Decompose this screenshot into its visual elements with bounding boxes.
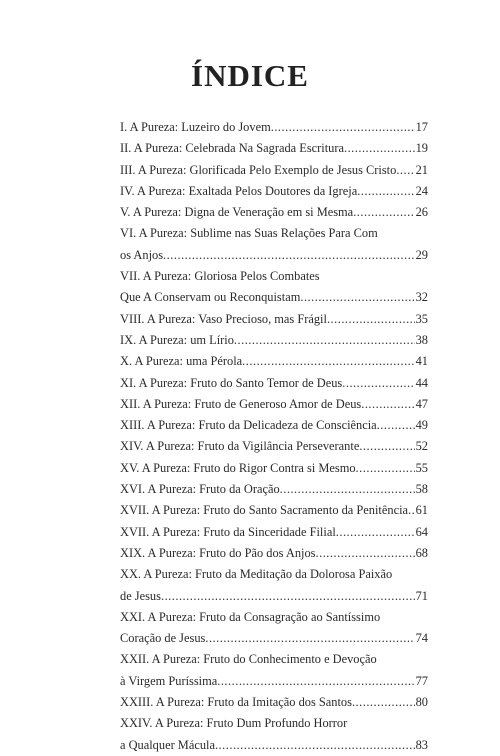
toc-entry-title: à Virgem Puríssima <box>120 673 218 688</box>
toc-entry <box>120 436 428 457</box>
toc-page-number: 35 <box>415 311 428 326</box>
toc-entry-title: XVI. A Pureza: Fruto da Oração <box>120 482 280 497</box>
toc-entry-line <box>120 351 428 372</box>
dot-leader <box>327 309 415 330</box>
toc-page-number: 41 <box>415 354 428 369</box>
toc-entry <box>120 181 428 202</box>
toc-entry-line <box>120 330 428 351</box>
toc-entry-line <box>120 436 428 457</box>
toc-entry-line <box>120 373 428 394</box>
toc-page-number: 24 <box>415 183 428 198</box>
toc-entry-title: os Anjos <box>120 247 164 262</box>
dot-leader <box>344 138 415 159</box>
toc-entry-line <box>120 415 428 436</box>
dot-leader <box>300 287 414 308</box>
toc-entry-line <box>120 479 428 500</box>
dot-leader <box>242 351 414 372</box>
dot-leader <box>161 586 415 607</box>
toc-entry-line <box>120 117 428 138</box>
toc-entry-title: XXIII. A Pureza: Fruto da Imitação dos Santos <box>120 695 352 710</box>
toc-entry <box>120 373 428 394</box>
toc-entry-title: Coração de Jesus <box>120 631 206 646</box>
dot-leader <box>357 181 414 202</box>
toc-entry-title: I. A Pureza: Luzeiro do Jovem <box>120 120 271 134</box>
toc-page-number: 83 <box>415 737 428 752</box>
dot-leader <box>353 202 414 223</box>
toc-page-number: 55 <box>415 460 428 475</box>
toc-entry <box>120 266 428 309</box>
toc-entry-line <box>120 138 428 159</box>
toc-page-number: 17 <box>415 120 428 134</box>
toc-entry <box>120 458 428 479</box>
toc-entry <box>120 138 428 159</box>
toc-entry <box>120 479 428 500</box>
toc-page-number: 32 <box>415 290 428 305</box>
dot-leader <box>377 415 415 436</box>
toc-entry-title: X. A Pureza: uma Pérola <box>120 354 243 369</box>
toc-entry-title: XIX. A Pureza: Fruto do Pão dos Anjos <box>120 545 316 560</box>
dot-leader <box>336 522 415 543</box>
toc-entry-title: XIII. A Pureza: Fruto da Delicadeza de Consciência <box>120 418 377 433</box>
toc-page-number: 68 <box>415 545 428 560</box>
toc-page-number: 29 <box>415 247 428 262</box>
dot-leader <box>316 543 415 564</box>
toc-entry-title: XIV. A Pureza: Fruto da Vigilância Perseverante <box>120 439 360 454</box>
dot-leader <box>342 373 414 394</box>
toc-entry-line <box>120 202 428 223</box>
dot-leader <box>408 500 415 521</box>
toc-entry-title: VI. A Pureza: Sublime nas Suas Relações Para Com <box>120 226 378 241</box>
toc-entry <box>120 415 428 436</box>
toc-entry-title: XX. A Pureza: Fruto da Meditação da Dolorosa Paixão <box>120 567 393 582</box>
toc-page-number: 80 <box>415 695 428 710</box>
toc-entry-line <box>120 287 428 308</box>
toc-entry-title: VIII. A Pureza: Vaso Precioso, mas Frágil <box>120 311 327 326</box>
dot-leader <box>352 692 415 713</box>
dot-leader <box>271 117 415 138</box>
toc-entry-line <box>120 223 428 244</box>
toc-entry <box>120 160 428 181</box>
toc-entry-title: III. A Pureza: Glorificada Pelo Exemplo de Jesus Cristo <box>120 162 397 177</box>
toc-entry-line <box>120 692 428 713</box>
toc-entry-line <box>120 522 428 543</box>
toc-entry-title: XI. A Pureza: Fruto do Santo Temor de Deus <box>120 375 343 390</box>
dot-leader <box>205 628 414 649</box>
toc-entry-title: de Jesus <box>120 588 161 603</box>
toc-entry-title: IX. A Pureza: um Lírio <box>120 332 234 347</box>
toc-entry-line <box>120 586 428 607</box>
toc-entry <box>120 117 428 138</box>
toc-entry-line <box>120 394 428 415</box>
toc-entry <box>120 543 428 564</box>
dot-leader <box>359 436 414 457</box>
toc-entry-line <box>120 649 428 670</box>
dot-leader <box>163 245 415 266</box>
toc-entry-title: XXI. A Pureza: Fruto da Consagração ao Santíssimo <box>120 609 381 624</box>
toc-entry-line <box>120 160 428 181</box>
toc-entry <box>120 522 428 543</box>
toc-entry-line <box>120 564 428 585</box>
toc-entry-line <box>120 266 428 287</box>
toc-entry-line <box>120 607 428 628</box>
toc-entry <box>120 351 428 372</box>
toc-page-number: 61 <box>415 503 428 518</box>
toc-entry <box>120 309 428 330</box>
toc-entry-line <box>120 500 428 521</box>
toc-entry-title: XII. A Pureza: Fruto de Generoso Amor de Deus <box>120 396 362 411</box>
dot-leader <box>356 458 415 479</box>
toc-page-number: 71 <box>415 588 428 603</box>
dot-leader <box>280 479 415 500</box>
toc-entry-title: V. A Pureza: Digna de Veneração em si Mesma <box>120 205 354 220</box>
toc-page-number: 49 <box>415 418 428 433</box>
toc-page-number: 26 <box>415 205 428 220</box>
toc-page-number: 52 <box>415 439 428 454</box>
toc-entry <box>120 692 428 713</box>
toc-entry-title: II. A Pureza: Celebrada Na Sagrada Escritura <box>120 141 344 156</box>
dot-leader <box>234 330 415 351</box>
toc-entry-title: a Qualquer Mácula <box>120 737 215 752</box>
toc-entry <box>120 564 428 607</box>
toc-entry <box>120 330 428 351</box>
toc-entry <box>120 394 428 415</box>
toc-entry-line <box>120 628 428 649</box>
toc-entry-line <box>120 245 428 266</box>
toc-page-number: 38 <box>415 332 428 347</box>
table-of-contents <box>120 117 428 756</box>
toc-entry-title: XV. A Pureza: Fruto do Rigor Contra si Mesmo <box>120 460 356 475</box>
toc-entry <box>120 713 428 756</box>
page-title: ÍNDICE <box>191 58 309 93</box>
toc-page-number: 21 <box>415 162 428 177</box>
toc-entry-title: XVII. A Pureza: Fruto da Sinceridade Filial <box>120 524 336 539</box>
toc-entry <box>120 500 428 521</box>
toc-page-number: 77 <box>415 673 428 688</box>
toc-entry <box>120 202 428 223</box>
toc-entry-line <box>120 671 428 692</box>
toc-entry <box>120 649 428 692</box>
toc-page-number: 64 <box>415 524 428 539</box>
toc-entry <box>120 223 428 266</box>
toc-entry-line <box>120 713 428 734</box>
toc-entry-line <box>120 543 428 564</box>
dot-leader <box>217 671 414 692</box>
toc-entry-title: XXIV. A Pureza: Fruto Dum Profundo Horror <box>120 716 348 731</box>
toc-page-number: 44 <box>415 375 428 390</box>
toc-entry-title: XXII. A Pureza: Fruto do Conhecimento e Devoção <box>120 652 377 667</box>
dot-leader <box>361 394 414 415</box>
toc-entry-line <box>120 458 428 479</box>
toc-page-number: 19 <box>415 141 428 156</box>
toc-entry <box>120 607 428 650</box>
toc-entry-line <box>120 181 428 202</box>
toc-page-number: 74 <box>415 631 428 646</box>
toc-entry-title: VII. A Pureza: Gloriosa Pelos Combates <box>120 269 320 284</box>
toc-entry-line <box>120 309 428 330</box>
toc-entry-title: IV. A Pureza: Exaltada Pelos Doutores da Igreja <box>120 183 358 198</box>
toc-entry-title: Que A Conservam ou Reconquistam <box>120 290 301 305</box>
toc-entry-title: XVII. A Pureza: Fruto do Santo Sacramento da Penitência <box>120 503 409 518</box>
dot-leader <box>396 160 414 181</box>
toc-page-number: 58 <box>415 482 428 497</box>
toc-page-number: 47 <box>415 396 428 411</box>
